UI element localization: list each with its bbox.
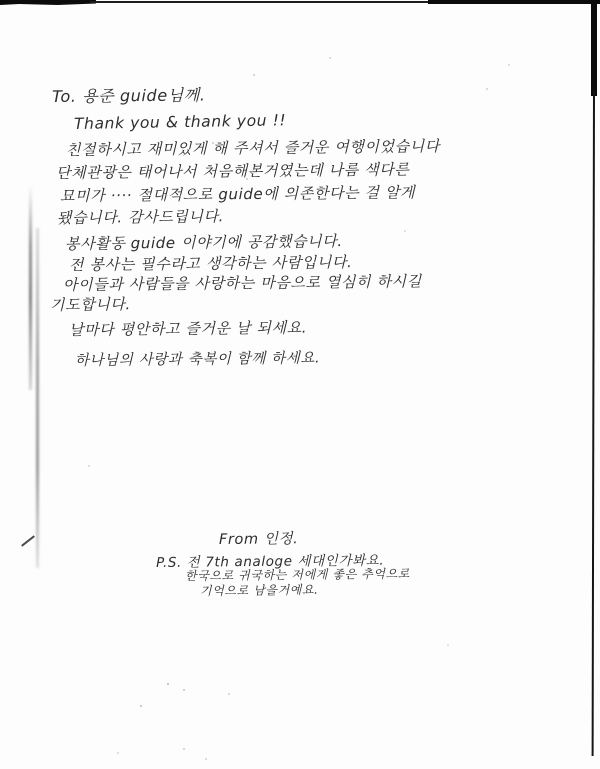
letter-signature: From 인정. [218,531,299,548]
scan-artifact-top-edge-middle [90,1,435,3]
letter-blessing-line: 하나님의 사랑과 축복이 함께 하세요. [74,350,321,369]
scan-artifact-left-smudge [29,185,32,390]
letter-opening-line: Thank you & thank you !! [73,111,287,133]
letter-recipient-line: To. 용준 guide님께. [51,85,206,106]
letter-body-line: 단체관광은 태어나서 처음해본거였는데 나름 색다른 [55,160,410,182]
letter-body-line: 기도합니다. [49,295,131,314]
scan-artifact-top-edge-left [0,0,96,5]
letter-body-line: 됐습니다. 감사드립니다. [56,207,225,227]
letter-body-line: 묘미가 ···· 절대적으로 guide에 의존한다는 걸 알게 [59,183,416,205]
letter-body-line: 친절하시고 재미있게 해 주셔서 즐거운 여행이었습니다 [65,137,441,159]
scan-artifact-slash-mark [21,535,35,546]
letter-postscript-line: 기억으로 남을거예요. [199,582,319,598]
scan-artifact-left-smudge [36,228,39,568]
letter-wish-line: 날마다 평안하고 즐거운 날 되세요. [68,318,308,339]
letter-body-line: 아이들과 사람들을 사랑하는 마음으로 열심히 하시길 [62,272,422,294]
letter-postscript-line: P.S. 전 7th analoge 세대인가봐요. [155,552,385,571]
letter-body-line: 전 봉사는 필수라고 생각하는 사람입니다. [68,253,353,274]
scan-artifact-right-edge-line [592,90,595,756]
scan-artifact-top-edge-right [428,0,600,4]
scan-artifact-right-edge-thick [591,0,597,96]
letter-body-line: 봉사활동 guide 이야기에 공감했습니다. [64,232,343,253]
letter-postscript-line: 한국으로 귀국하는 저에게 좋은 추억으로 [184,566,411,583]
scan-artifact-speckles [0,0,2,2]
